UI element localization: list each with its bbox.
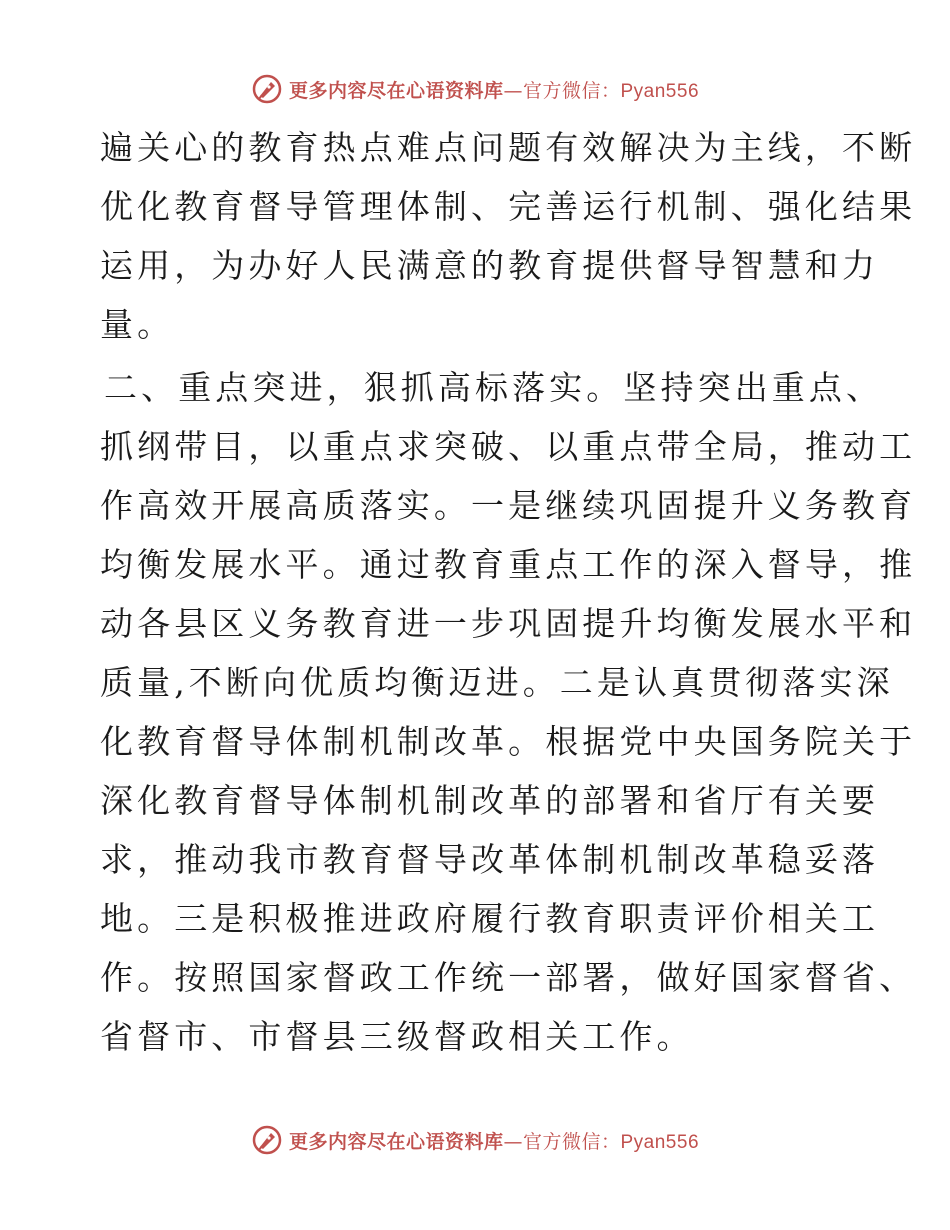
paragraph-2 [100,358,917,1066]
paragraph-line: 遍关心的教育热点难点问题有效解决为主线，不断 [100,128,917,167]
pen-nib-logo-icon [251,1124,283,1156]
paragraph-1 [100,118,917,354]
paragraph-line: 求，推动我市教育督导改革体制机制改革稳妥落 [100,840,880,879]
paragraph-line: 量。 [100,305,175,344]
footer-watermark [0,1123,950,1157]
paragraph-line: 地。三是积极推进政府履行教育职责评价相关工 [100,899,880,938]
paragraph-line: 作高效开展高质落实。一是继续巩固提升义务教育 [100,486,917,525]
pen-nib-logo-icon [251,73,283,105]
watermark-wechat-id: Pyan556 [620,80,700,102]
watermark-wechat-id: Pyan556 [620,1131,700,1153]
watermark-main-text: 更多内容尽在心语资料库 [288,1130,504,1153]
paragraph-line: 均衡发展水平。通过教育重点工作的深入督导，推 [100,545,917,584]
watermark-main-text: 更多内容尽在心语资料库 [288,79,504,102]
paragraph-line: 运用，为办好人民满意的教育提供督导智慧和力 [100,246,880,285]
watermark-wechat-label: 官方微信： [522,79,621,102]
paragraph-line: 质量,不断向优质均衡迈进。二是认真贯彻落实深 [100,663,894,702]
watermark-separator: — [503,79,523,102]
paragraph-line: 作。按照国家督政工作统一部署，做好国家督省、 [100,958,917,997]
paragraph-line: 优化教育督导管理体制、完善运行机制、强化结果 [100,187,917,226]
watermark-wechat-label: 官方微信： [522,1130,621,1153]
paragraph-line: 省督市、市督县三级督政相关工作。 [100,1017,694,1056]
watermark-separator: — [503,1130,523,1153]
paragraph-line: 抓纲带目，以重点求突破、以重点带全局，推动工 [100,427,917,466]
paragraph-line: 二、重点突进，狠抓高标落实。坚持突出重点、 [104,368,884,407]
paragraph-line: 深化教育督导体制机制改革的部署和省厅有关要 [100,781,880,820]
paragraph-line: 动各县区义务教育进一步巩固提升均衡发展水平和 [100,604,917,643]
header-watermark [0,72,950,106]
paragraph-line: 化教育督导体制机制改革。根据党中央国务院关于 [100,722,917,761]
